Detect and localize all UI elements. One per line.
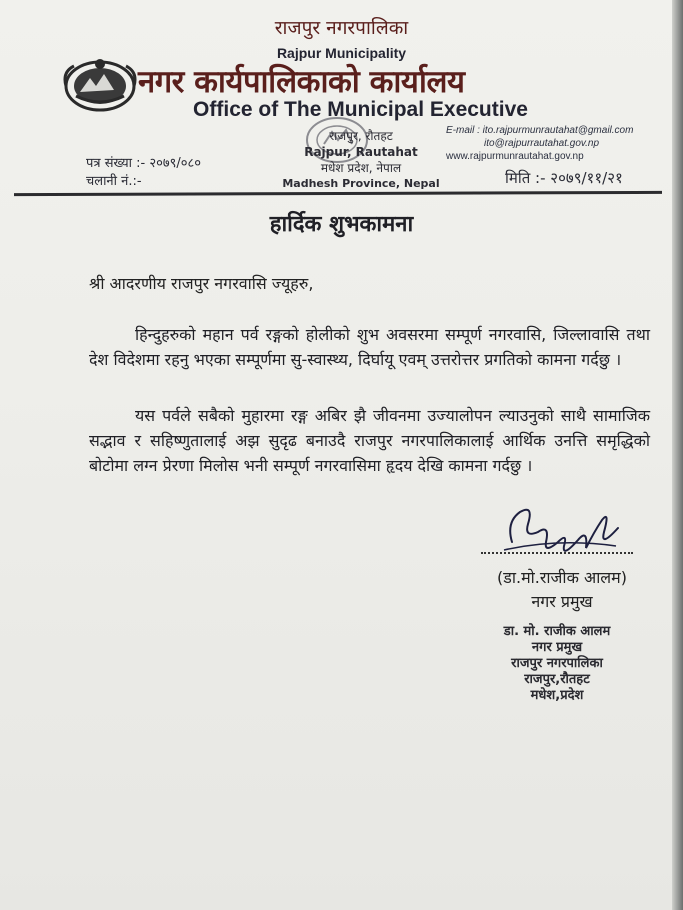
office-name-nepali: नगर कार्यपालिकाको कार्यालय: [138, 64, 465, 100]
letter-date: मिति :- २०७९/११/२१: [505, 169, 623, 187]
body-paragraph-2: यस पर्वले सबैको मुहारमा रङ्ग अबिर झै जीवनमा उज्यालोपन ल्याउनुको साथै सामाजिक सद्भाव र सहिष्णुतालाई अझ सुदृढ बनाउदै राजपुर नगरपालिकालाई आर्थिक उनत्ति समृद्धिको बोटोमा लग्न प्रेरणा मिलोस भनी सम्पूर्ण नगरवासिमा हृदय देखि कामना गर्दछु ।: [89, 406, 650, 475]
paper-edge-shadow: [672, 0, 683, 910]
address-english-province: Madhesh Province, Nepal: [282, 177, 440, 190]
address-nepali-province: मधेश प्रदेश, नेपाल: [320, 161, 402, 175]
contact-info: [446, 124, 633, 163]
office-name-english: Office of The Municipal Executive: [193, 98, 528, 121]
municipality-name-nepali: राजपुर नगरपालिका: [274, 17, 409, 39]
reference-block: [86, 155, 201, 191]
salutation: श्री आदरणीय राजपुर नगरवासि ज्यूहरु,: [89, 274, 314, 293]
municipality-name-english: Rajpur Municipality: [276, 45, 407, 61]
signature-line: [481, 552, 633, 554]
dispatch-number: चलानी नं.:-: [86, 174, 142, 189]
stamp-name: डा. मो. राजीक आलम: [503, 624, 611, 639]
stamp-province: मधेश,प्रदेश: [530, 688, 584, 703]
website: www.rajpurmunrautahat.gov.np: [446, 151, 584, 162]
signatory-name: (डा.मो.राजीक आलम): [497, 568, 627, 587]
stamp-designation: नगर प्रमुख: [531, 640, 583, 655]
address-nepali-city: राजपुर, रौतहट: [329, 129, 393, 143]
official-stamp: [492, 624, 622, 704]
address-english-city: Rajpur, Rautahat: [304, 145, 418, 159]
stamp-city: राजपुर,रौतहट: [524, 672, 590, 687]
header-divider: [14, 191, 662, 196]
reference-number: पत्र संख्या :- २०७९/०८०: [86, 156, 202, 171]
letter-title: हार्दिक शुभकामना: [269, 211, 414, 237]
body-paragraph-1: हिन्दुहरुको महान पर्व रङ्गको होलीको शुभ अवसरमा सम्पूर्ण नगरवासि, जिल्लावासि तथा देश विदेशमा रहनु भएका सम्पूर्णमा सु-स्वास्थ्य, दिर्घायू एवम् उत्तरोत्तर प्रगतिको कामना गर्दछु ।: [89, 325, 650, 369]
email-secondary: ito@rajpurrautahat.gov.np: [484, 138, 600, 149]
signatory-designation: नगर प्रमुख: [531, 592, 593, 611]
email-primary: E-mail : ito.rajpurmunrautahat@gmail.com: [446, 125, 634, 136]
stamp-municipality: राजपुर नगरपालिका: [511, 656, 603, 671]
office-address: [276, 128, 446, 192]
